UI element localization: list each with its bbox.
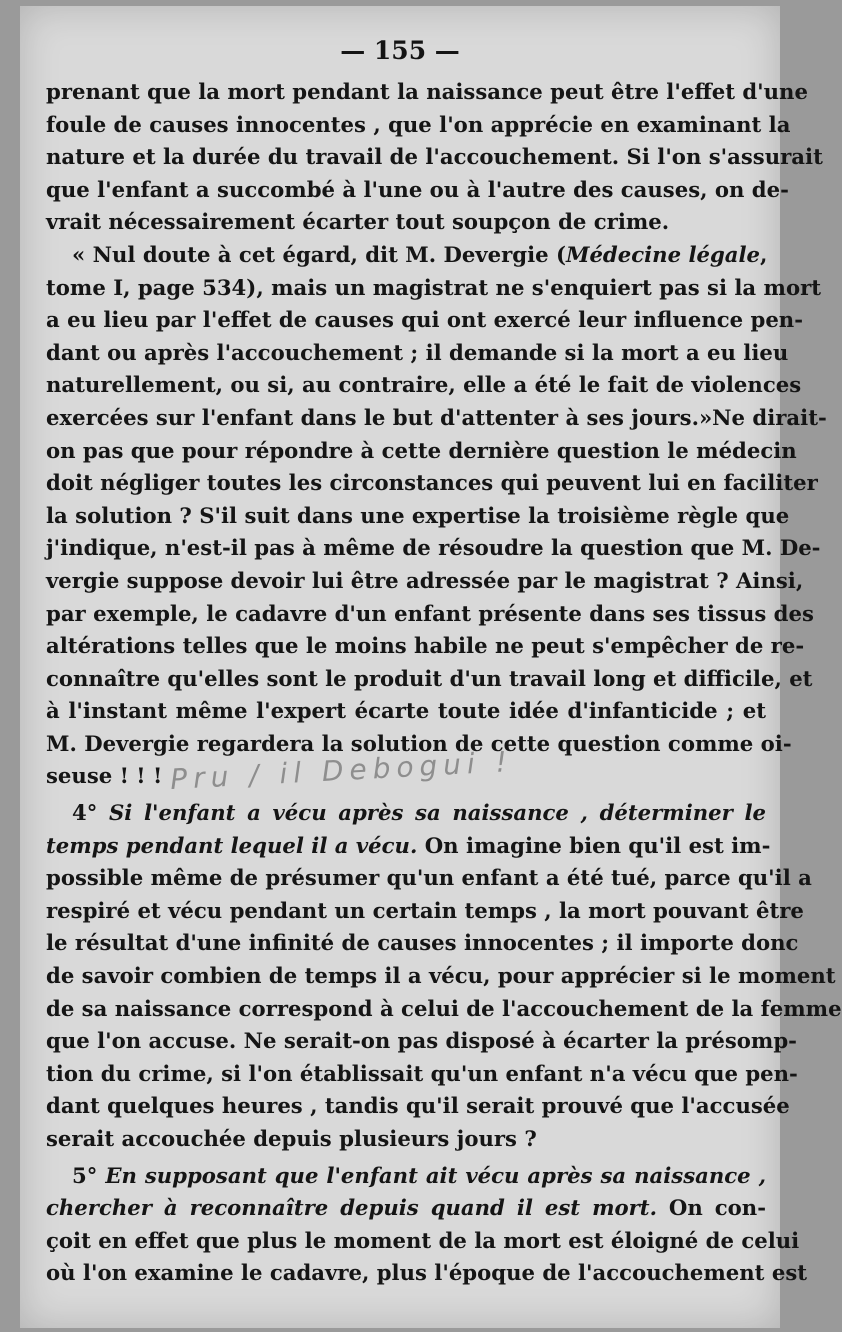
- line-text-after: ,: [760, 241, 768, 267]
- text-line: [46, 993, 842, 1026]
- line-text: à l'instant même l'expert écarte toute idée d'infanticide ; et: [46, 698, 766, 724]
- line-text: connaître qu'elles sont le produit d'un travail long et difficile, et: [46, 665, 813, 691]
- text-line: [46, 304, 803, 337]
- text-line: [46, 76, 808, 109]
- text-line: [46, 1160, 766, 1193]
- italic-text: temps pendant lequel il a vécu.: [46, 832, 418, 858]
- line-text: dant ou après l'accouchement ; il demande si la mort a eu lieu: [46, 339, 789, 365]
- text-line: [46, 467, 818, 500]
- line-text: naturellement, ou si, au contraire, elle a été le fait de violences: [46, 372, 802, 398]
- text-line: [46, 174, 789, 207]
- line-text: a eu lieu par l'effet de causes qui ont exercé leur influence pen-: [46, 307, 803, 333]
- line-text: respiré et vécu pendant un certain temps , la mort pouvant être: [46, 897, 804, 923]
- line-text: serait accouchée depuis plusieurs jours ?: [46, 1126, 537, 1151]
- text-line: [46, 402, 827, 435]
- line-text: le résultat d'une infinité de causes innocentes ; il importe donc: [46, 930, 799, 956]
- text-line: [46, 862, 812, 895]
- text-line: [46, 109, 791, 142]
- text-line: [46, 141, 823, 174]
- line-text: possible même de présumer qu'un enfant a été tué, parce qu'il a: [46, 865, 812, 891]
- text-line: [46, 598, 814, 631]
- line-text: 5°: [72, 1162, 106, 1188]
- text-line: [46, 337, 789, 370]
- line-text: la solution ? S'il suit dans une expertise la troisième règle que: [46, 502, 790, 528]
- text-line: [46, 895, 804, 928]
- line-text: çoit en effet que plus le moment de la mort est éloigné de celui: [46, 1227, 800, 1253]
- line-text: vergie suppose devoir lui être adressée par le magistrat ? Ainsi,: [46, 567, 804, 593]
- line-text: de sa naissance correspond à celui de l'accouchement de la femme: [46, 995, 842, 1021]
- line-text: que l'on accuse. Ne serait-on pas disposé à écarter la présomp-: [46, 1028, 797, 1054]
- italic-text: En supposant que l'enfant ait vécu après sa naissance ,: [105, 1162, 766, 1188]
- text-line: [46, 239, 766, 272]
- text-line: [46, 1192, 766, 1225]
- line-text-after: On con-: [656, 1195, 766, 1221]
- text-line: [46, 630, 805, 663]
- text-line: [46, 927, 799, 960]
- line-text: 4°: [72, 800, 109, 826]
- text-line: [46, 1257, 808, 1290]
- body-text: [46, 76, 842, 1290]
- line-text: vrait nécessairement écarter tout soupçon de crime.: [46, 209, 670, 235]
- line-text-after: On imagine bien qu'il est im-: [417, 832, 771, 858]
- book-page: [20, 6, 842, 1328]
- text-line: [46, 960, 836, 993]
- line-text: exercées sur l'enfant dans le but d'attenter à ses jours.»Ne dirait-: [46, 404, 827, 430]
- text-line: [46, 272, 822, 305]
- text-line: [46, 663, 813, 696]
- text-line: [46, 1225, 800, 1258]
- line-text: « Nul doute à cet égard, dit M. Devergie (: [72, 241, 566, 267]
- text-line: [46, 1025, 797, 1058]
- text-line: [46, 435, 797, 468]
- text-line: [46, 1123, 766, 1156]
- line-text: altérations telles que le moins habile ne peut s'empêcher de re-: [46, 633, 805, 659]
- line-text: tome I, page 534), mais un magistrat ne s'enquiert pas si la mort: [46, 274, 822, 300]
- line-text: j'indique, n'est-il pas à même de résoudre la question que M. De-: [46, 535, 821, 561]
- line-text: on pas que pour répondre à cette dernière question le médecin: [46, 437, 797, 463]
- text-line: [46, 206, 766, 239]
- line-text: prenant que la mort pendant la naissance peut être l'effet d'une: [46, 79, 808, 104]
- text-line: [46, 1058, 798, 1091]
- line-text: dant quelques heures , tandis qu'il serait prouvé que l'accusée: [46, 1093, 790, 1119]
- text-line: [46, 565, 804, 598]
- italic-text: Médecine légale: [566, 241, 761, 267]
- line-text: par exemple, le cadavre d'un enfant présente dans ses tissus des: [46, 600, 814, 626]
- italic-text: chercher à reconnaître depuis quand il est mort.: [46, 1195, 657, 1221]
- line-text: de savoir combien de temps il a vécu, pour apprécier si le moment: [46, 963, 836, 989]
- text-line: [46, 797, 766, 830]
- line-text: tion du crime, si l'on établissait qu'un enfant n'a vécu que pen-: [46, 1060, 798, 1086]
- line-text: que l'enfant a succombé à l'une ou à l'autre des causes, on de-: [46, 176, 789, 202]
- italic-text: Si l'enfant a vécu après sa naissance , déterminer le: [109, 800, 766, 826]
- text-line: [46, 830, 771, 863]
- line-text: foule de causes innocentes , que l'on apprécie en examinant la: [46, 111, 791, 137]
- line-text: où l'on examine le cadavre, plus l'époque de l'accouchement est: [46, 1260, 808, 1286]
- text-line: [46, 1090, 790, 1123]
- text-line: [46, 369, 802, 402]
- page-number: — 155 —: [340, 36, 460, 65]
- text-line: [46, 500, 790, 533]
- line-text: seuse ! ! !: [46, 763, 163, 789]
- text-line: [46, 695, 766, 728]
- line-text: nature et la durée du travail de l'accouchement. Si l'on s'assurait: [46, 144, 823, 170]
- line-text: doit négliger toutes les circonstances qui peuvent lui en faciliter: [46, 470, 818, 496]
- line-text: M. Devergie regardera la solution de cette question comme oi-: [46, 730, 792, 756]
- text-line: [46, 532, 821, 565]
- handwritten-annotation: Pru / il Debogui !: [169, 745, 514, 796]
